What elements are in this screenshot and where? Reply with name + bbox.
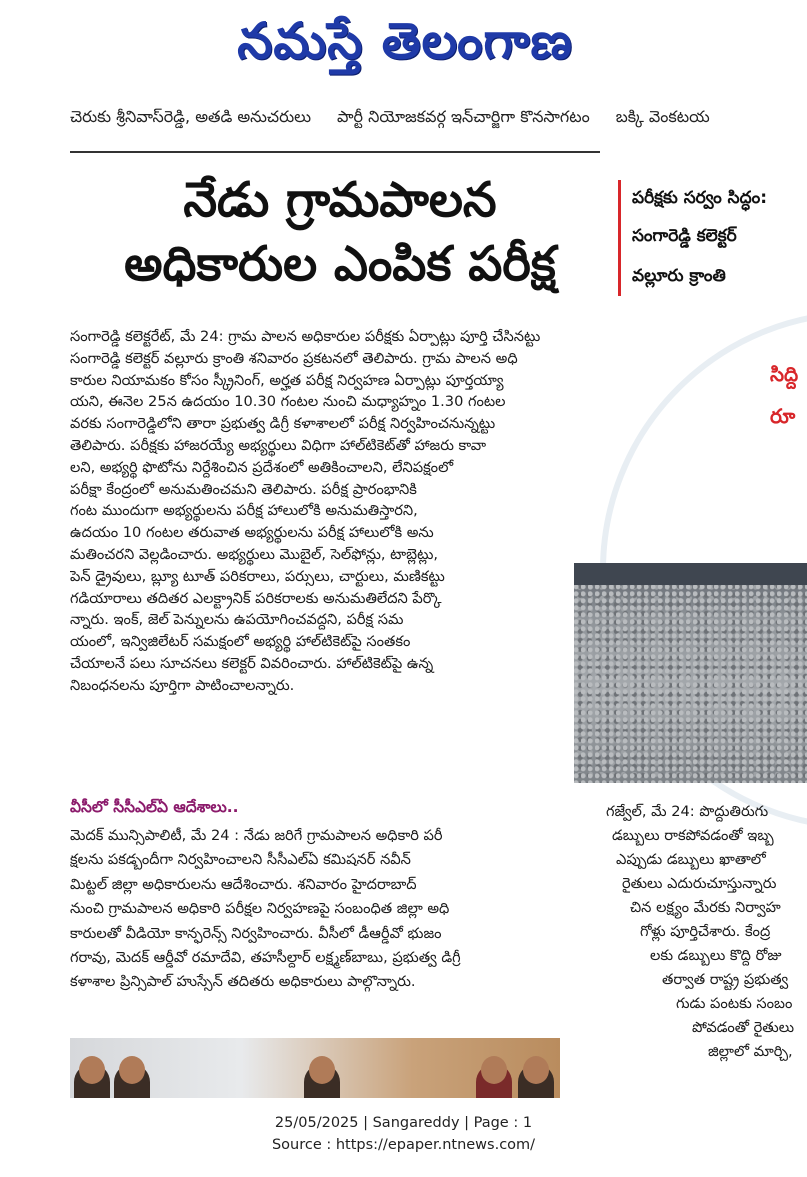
article-line: చేయాలనే పలు సూచనలు కలెక్టర్ వివరించారు. హాల్‌టికెట్‌పై ఉన్న (70, 654, 434, 672)
side-box-line: సంగారెడ్డి కలెక్టర్ (632, 226, 737, 246)
article-line: లని, అభ్యర్థి ఫొటోను నిర్దేశించిన ప్రదేశంలో అతికించాలని, లేనిపక్షంలో (70, 458, 454, 476)
article-line: కారుల నియామకం కోసం స్క్రీనింగ్, అర్హత పరీక్ష నిర్వహణ ఏర్పాట్లు పూర్తయ్యా (70, 371, 504, 389)
article-line: తెలిపారు. పరీక్షకు హాజరయ్యే అభ్యర్థులు విధిగా హాల్‌టికెట్‌తో హాజరు కావా (70, 436, 487, 454)
article-line: రైతులు ఎదురుచూస్తున్నారు (622, 875, 777, 892)
article-line: నిబంధనలను పూర్తిగా పాటించాలన్నారు. (70, 676, 295, 694)
article-line: గంట ముందుగా అభ్యర్థులను పరీక్ష హాలులోకి అనుమతిస్తారని, (70, 502, 418, 520)
photo-face (119, 1056, 145, 1084)
divider (70, 151, 600, 153)
photo-face (523, 1056, 549, 1084)
photo-face (79, 1056, 105, 1084)
article-line: సంగారెడ్డి కలెక్టర్ వల్లూరు క్రాంతి శనివారం ప్రకటనలో తెలిపారు. గ్రామ పాలన అధి (70, 349, 518, 367)
right-red-heading: సిద్ది (770, 362, 799, 386)
article-line: తర్వాత రాష్ట్ర ప్రభుత్వ (662, 971, 789, 988)
article-line: కళాశాల ప్రిన్సిపాల్ హుస్సేన్ తదితరు అధికారులు పాల్గొన్నారు. (70, 973, 416, 991)
article-line: జిల్లాలో మార్చి, (708, 1043, 793, 1060)
article-line: వరకు సంగారెడ్డిలోని తారా ప్రభుత్వ డిగ్రీ కళాశాలలో పరీక్ష నిర్వహించనున్నట్టు (70, 415, 496, 433)
article-line: ఉదయం 10 గంటల తరువాత అభ్యర్థులను పరీక్ష హాలులోకి అను (70, 524, 434, 542)
ticker-item[interactable]: బక్కి వెంకటయ (615, 107, 710, 126)
article-line: మతించరని వెల్లడించారు. అభ్యర్థులు మొబైల్, సెల్‌ఫోన్లు, టాబ్లెట్లు, (70, 545, 439, 563)
article-line: పోవడంతో రైతులు (692, 1019, 795, 1036)
article-line: సంగారెడ్డి కలెక్టరేట్, మే 24: గ్రామ పాలన అధికారుల పరీక్షకు ఏర్పాట్లు పూర్తి చేసినట్టు (70, 328, 541, 345)
article-line: గరావు, మెదక్ ఆర్డీవో రమాదేవి, తహసీల్దార్ లక్ష్మణ్‌బాబు, ప్రభుత్వ డిగ్రీ (70, 949, 461, 967)
article-body (70, 326, 610, 697)
headline-line: నేడు గ్రామపాలన (183, 172, 497, 228)
side-box-line: వల్లూరు క్రాంతి (632, 266, 726, 286)
article-line: చిన లక్ష్యం మేరకు నిర్వాహ (630, 899, 781, 916)
article-line: పెన్ డ్రైవులు, బ్ల్యూ టూత్ పరికరాలు, పర్సులు, చార్టులు, మణికట్టు (70, 567, 445, 585)
side-box-accent (618, 180, 621, 296)
article-line: మిట్టల్ జిల్లా అధికారులను ఆదేశించారు. శనివారం హైదరాబాద్ (70, 875, 417, 893)
article-line: కారులతో వీడియో కాన్ఫరెన్స్ నిర్వహించారు. వీసీలో డీఆర్డీవో భుజం (70, 924, 442, 942)
article-line: గుడు పంటకు సంబం (676, 995, 793, 1012)
article-line: నుంచి గ్రామపాలన అధికారి పరీక్షల నిర్వహణపై సంబంధిత జిల్లా అధి (70, 900, 450, 918)
ticker-item[interactable]: పార్టీ నియోజకవర్గ ఇన్‌చార్జిగా కొనసాగటం (337, 107, 590, 126)
article-line: లకు డబ్బులు కొద్ది రోజు (650, 947, 782, 964)
masthead-logo: నమస్తే తెలంగాణ (237, 11, 573, 70)
right-red-heading: రూ (770, 404, 796, 428)
photo-face (481, 1056, 507, 1084)
side-story-box[interactable] (618, 180, 807, 296)
headline-line: అధికారుల ఎంపిక పరీక్ష (124, 236, 556, 292)
article-line: క్షలను పకడ్బందీగా నిర్వహించాలని సీసీఎల్‌ఏ కమిషనర్ నవీన్ (70, 851, 411, 869)
ticker-item[interactable]: చెరుకు శ్రీనివాస్‌రెడ్డి, అతడి అనుచరులు (70, 107, 312, 126)
article-line: ఎప్పుడు డబ్బులు ఖాతాలో (616, 851, 766, 868)
headline (70, 168, 610, 296)
article-line: డబ్బులు రాకపోవడంతో ఇబ్బ (612, 827, 774, 844)
photo-face (309, 1056, 335, 1084)
footer-date-line: 25/05/2025 | Sangareddy | Page : 1 (274, 1115, 533, 1131)
article-line: యని, ఈనెల 25న ఉదయం 10.30 గంటల నుంచి మధ్యాహ్నం 1.30 గంటల (70, 393, 506, 411)
footer-source-link[interactable]: Source : https://epaper.ntnews.com/ (271, 1137, 536, 1153)
article-line: గడియారాలు తదితర ఎలక్ట్రానిక్ పరికరాలకు అనుమతిలేదని పేర్కొ (70, 589, 442, 607)
article-line: గజ్వేల్, మే 24: పొద్దుతిరుగు (606, 803, 769, 820)
article-line: గోళ్లు పూర్తిచేశారు. కేంద్ర (640, 923, 771, 940)
article-line: యంలో, ఇన్విజిలేటర్ సమక్షంలో అభ్యర్థి హాల్‌టికెట్‌పై సంతకం (70, 633, 411, 651)
article-line: పరీక్షా కేంద్రంలో అనుమతించమని తెలిపారు. పరీక్ష ప్రారంభానికి (70, 480, 417, 498)
page-footer (0, 1112, 807, 1156)
side-box-line: పరీక్షకు సర్వం సిద్ధం: (632, 188, 768, 208)
article-line: న్నారు. ఇంక్, జెల్ పెన్నులను ఉపయోగించవద్దని, పరీక్ష సమ (70, 611, 404, 629)
meeting-photo (70, 1038, 560, 1098)
article-body-2 (70, 824, 590, 995)
article-line: మెదక్ మున్సిపాలిటీ, మే 24 : నేడు జరిగే గ్రామపాలన అధికారి పరీ (70, 827, 443, 844)
ticker-bar (70, 100, 807, 134)
subheading: వీసీలో సీసీఎల్‌ఏ ఆదేశాలు.. (70, 798, 239, 816)
